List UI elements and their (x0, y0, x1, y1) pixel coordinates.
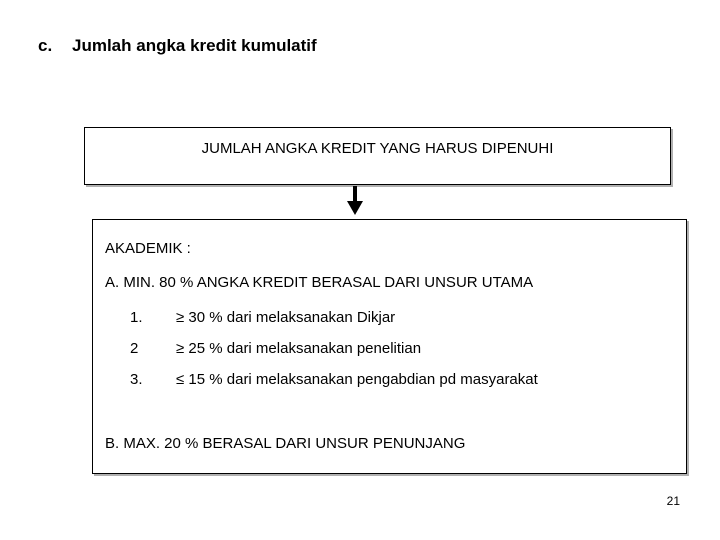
academic-label: AKADEMIK : (105, 240, 191, 257)
section-a-text: A. MIN. 80 % ANGKA KREDIT BERASAL DARI UNSUR UTAMA (105, 274, 534, 291)
item-3-text: ≤ 15 % dari melaksanakan pengabdian pd masyarakat (176, 371, 538, 388)
down-arrow-icon (346, 186, 364, 216)
item-2-number: 2 (130, 340, 139, 357)
item-1-number: 1. (130, 309, 143, 326)
requirement-box (84, 127, 671, 185)
requirement-title: JUMLAH ANGKA KREDIT YANG HARUS DIPENUHI (201, 140, 554, 157)
item-1-text: ≥ 30 % dari melaksanakan Dikjar (176, 309, 396, 326)
page-number: 21 (666, 494, 680, 508)
slide-heading (38, 36, 317, 56)
section-b-text: B. MAX. 20 % BERASAL DARI UNSUR PENUNJANG (105, 435, 466, 452)
heading-marker: c. (38, 36, 53, 55)
item-3-number: 3. (130, 371, 143, 388)
academic-box (92, 219, 687, 474)
item-2-text: ≥ 25 % dari melaksanakan penelitian (176, 340, 422, 357)
heading-text: Jumlah angka kredit kumulatif (72, 36, 317, 55)
